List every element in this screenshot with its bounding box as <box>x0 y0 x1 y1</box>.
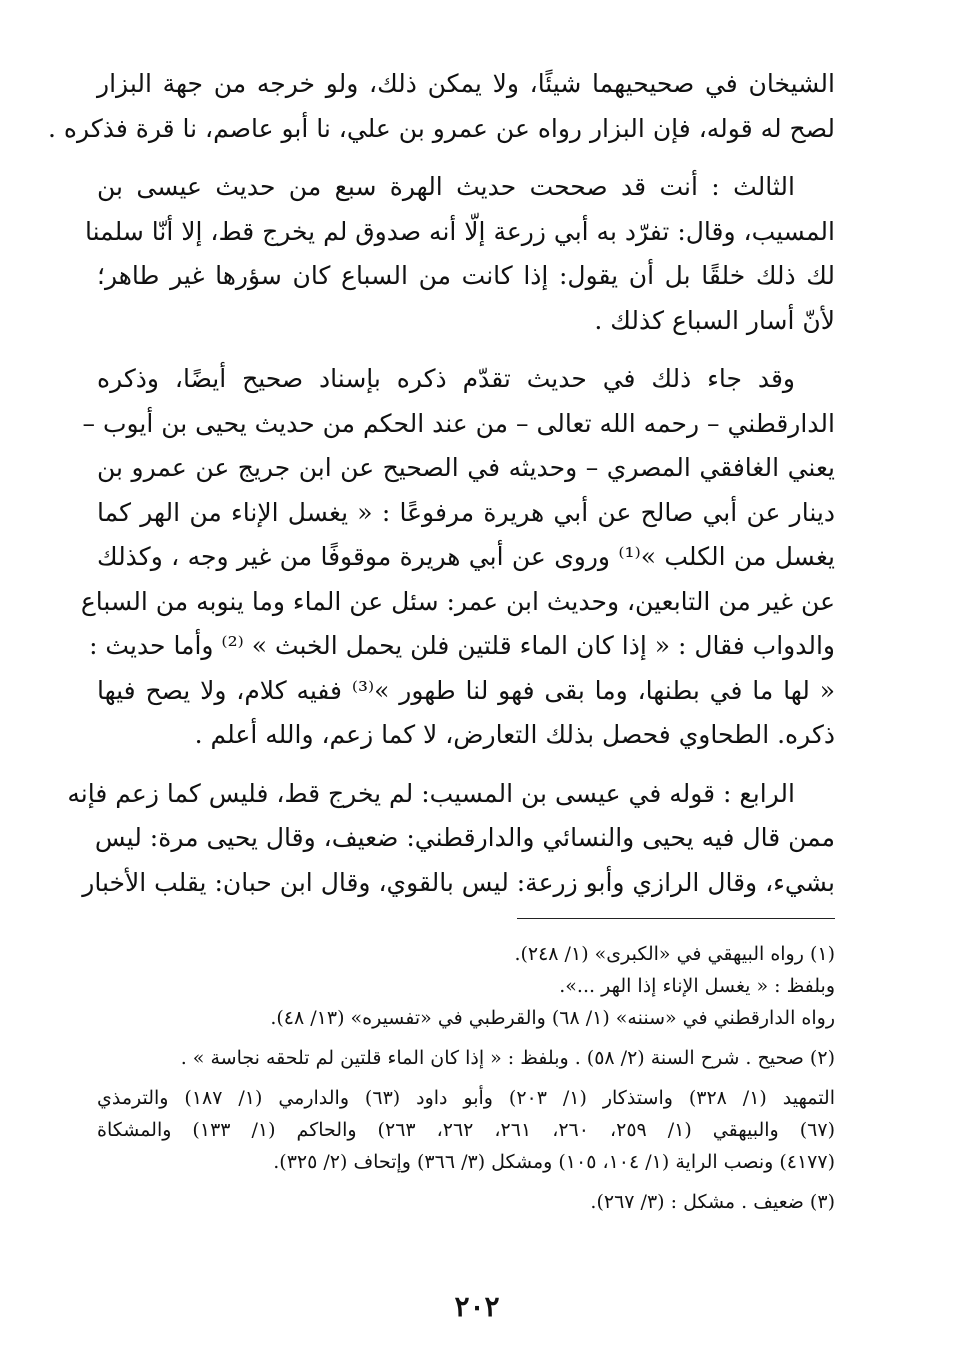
text-line: والدواب فقال : « إذا كان الماء قلتين فلن يحمل الخبث » ⁽²⁾ وأما حديث : <box>89 631 835 660</box>
text-line: ذكره. الطحاوي فحصل بذلك التعارض، لا كما زعم، والله أعلم . <box>194 720 835 749</box>
text-line: بشيء، وقال الرازي وأبو زرعة: ليس بالقوي، وقال ابن حبان: يقلب الأخبار <box>82 867 835 897</box>
text-line: يعني الغافقي المصري – وحديثه في الصحيح عن ابن جريج عن عمرو بن <box>97 453 835 482</box>
text-line: عن غير من التابعين، وحديث ابن عمر: سئل عن الماء وما ينوبه من السباع <box>80 586 835 616</box>
paragraph-3 <box>80 357 835 758</box>
paragraph-4 <box>67 772 835 906</box>
text-line: الدارقطني – رحمه الله تعالى – من عند الحكم من حديث يحيى بن أيوب – <box>82 408 835 438</box>
footnote-3 <box>97 1186 835 1218</box>
text-line: لصح له قوله، فإن البزار رواه عن عمرو بن علي، نا أبو عاصم، نا قرة فذكره . <box>48 113 835 143</box>
text-line: المسيب، وقال: تفرّد به أبي زرعة إلّا أنه صدوق لم يخرج قط، إلا أنّا سلمنا <box>85 216 835 246</box>
text-line: « لها ما في بطنها، وما بقى فهو لنا طهور »⁽³⁾ ففيه كلام، ولا يصح فيها <box>97 675 835 705</box>
footnote-line: (٦٧) والبيهقي (١/ ٢٥٩، ٢٦٠، ٢٦١، ٢٦٢، ٢٦٣) والحاكم (١/ ١٣٣) والمشكاة <box>97 1119 835 1141</box>
footnote-line: (٤١٧٧) ونصب الراية (١/ ١٠٤، ١٠٥) ومشكل (٣/ ٣٦٦) وإتحاف (٢/ ٣٢٥). <box>273 1151 835 1173</box>
footnote-2 <box>97 1042 835 1074</box>
page-number: ٢٠٢ <box>454 1290 500 1323</box>
text-line: لأنّ أسار السباع كذلك . <box>594 305 835 335</box>
text-line: وقد جاء ذلك في حديث تقدّم ذكره بإسناد صحيح أيضًا، وذكره <box>97 364 795 393</box>
main-text <box>48 62 835 905</box>
text-line: لك ذلك خلقًا بل أن يقول: إذا كانت من السباع كان سؤرها غير طاهر؛ <box>97 261 835 290</box>
footnote-2-sources <box>97 1082 835 1178</box>
text-line: ممن قال فيه يحيى والنسائي والدارقطني: ضعيف، وقال يحيى مرة: ليس <box>94 823 835 852</box>
footnote-line: رواه الدارقطني في «سننه» (١/ ٦٨) والقرطبي في «تفسيره» (١٣/ ٤٨). <box>270 1007 835 1029</box>
text-line: الثالث : أنت قد صححت حديث الهرة سبع من حديث عيسى بن <box>97 172 795 201</box>
paragraph-1 <box>48 62 835 151</box>
footnote-1 <box>97 938 835 1034</box>
text-line: الشيخان في صحيحيهما شيئًا، ولا يمكن ذلك، ولو خرجه من جهة البزار <box>97 69 835 98</box>
paragraph-2 <box>85 165 835 343</box>
footnote-line: وبلفظ : « يغسل الإناء إذا الهر ...». <box>559 975 835 997</box>
footnote-separator <box>517 918 835 919</box>
footnote-line: (١) رواه البيهقي في «الكبرى» (١/ ٢٤٨). <box>514 943 835 965</box>
footnotes <box>97 938 835 1226</box>
footnote-line: التمهيد (١/ ٣٢٨) واستذكار (١/ ٢٠٣) وأبو داود (٦٣) والدارمي (١/ ١٨٧) والترمذي <box>97 1087 836 1109</box>
text-line: دينار عن أبي صالح عن أبي هريرة مرفوعًا : « يغسل الإناء من الهر كما <box>97 497 835 527</box>
text-line: يغسل من الكلب »⁽¹⁾ وروى عن أبي هريرة موقوفًا من غير وجه ، وكذلك <box>97 542 835 571</box>
footnote-line: (٢) صحيح . شرح السنة (٢/ ٥٨) . وبلفظ : « إذا كان الماء قلتين لم تلحقه نجاسة » . <box>180 1047 835 1069</box>
text-line: الرابع : قوله في عيسى بن المسيب: لم يخرج قط، فليس كما زعم فإنه <box>67 778 795 808</box>
footnote-line: (٣) ضعيف . مشكل : (٣/ ٢٦٧). <box>590 1191 835 1213</box>
